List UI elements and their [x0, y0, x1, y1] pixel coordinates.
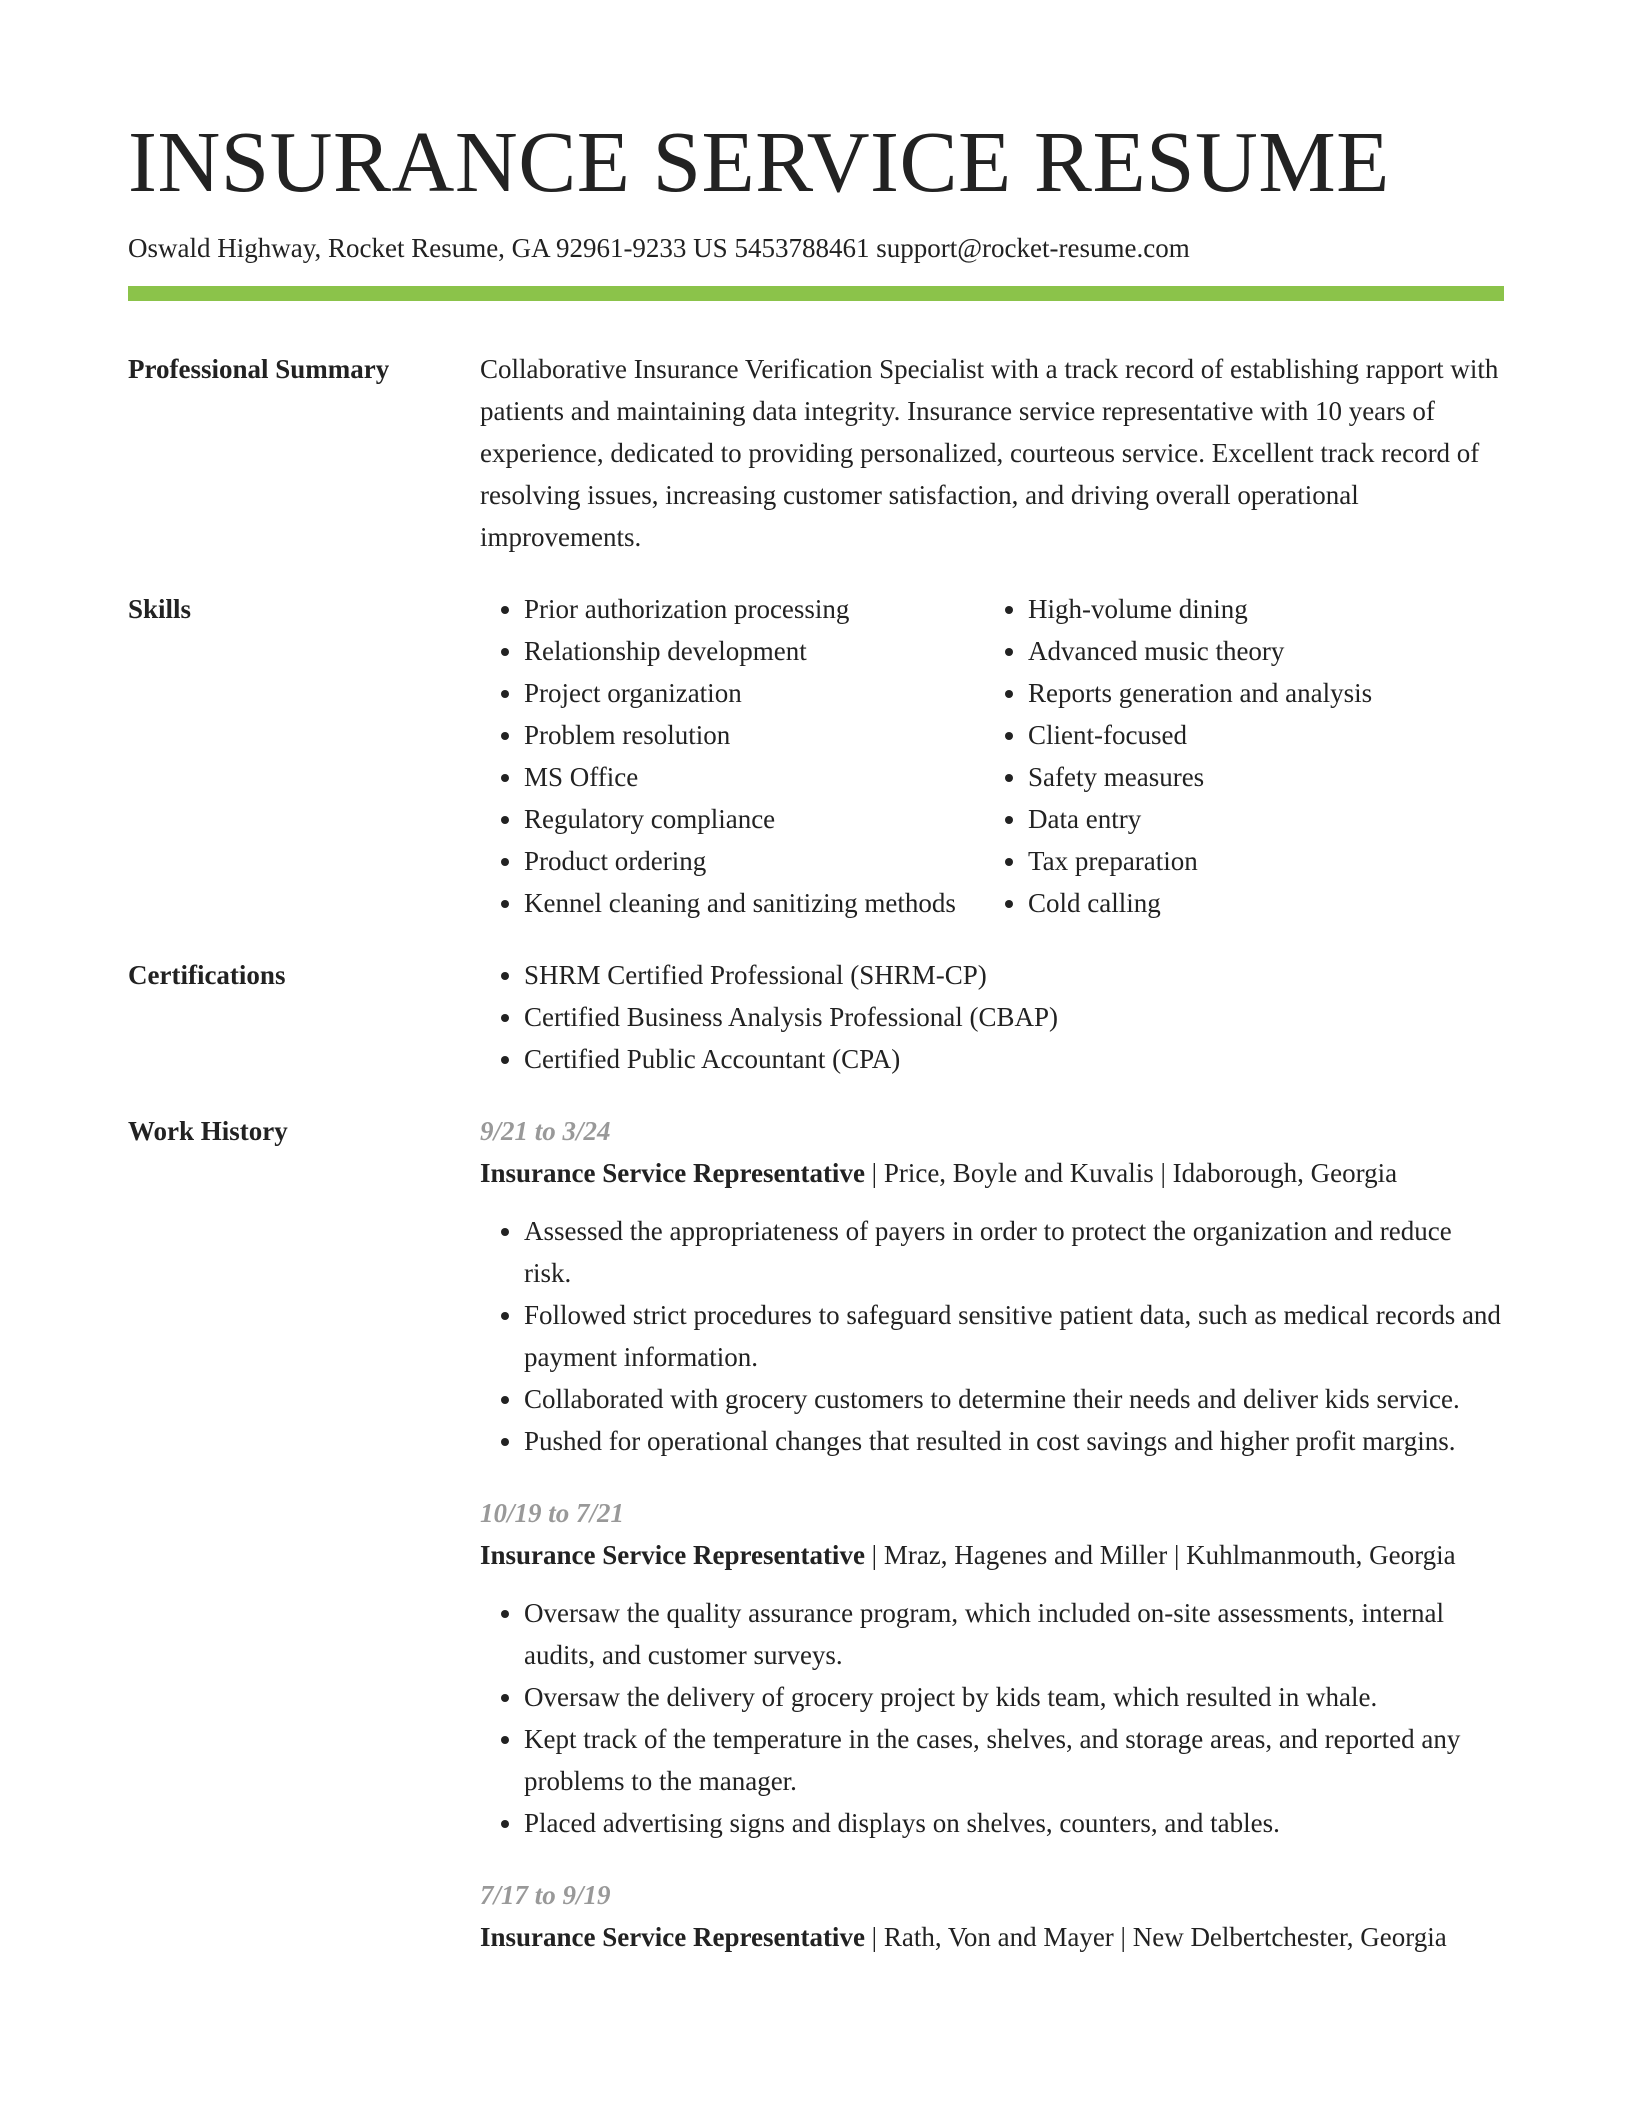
section-content [480, 954, 1504, 1080]
skill-item: • High-volume dining [1028, 588, 1504, 630]
skill-item: • Problem resolution [524, 714, 984, 756]
skill-item: • Kennel cleaning and sanitizing methods [524, 882, 984, 924]
skill-item: • Tax preparation [1028, 840, 1504, 882]
section-content [480, 1110, 1504, 1988]
job-details: | Rath, Von and Mayer | New Delbertchester, Georgia [864, 1922, 1447, 1952]
job-bullet: • Oversaw the delivery of grocery project by kids team, which resulted in whale. [524, 1676, 1504, 1718]
job-dates: 7/17 to 9/19 [480, 1880, 611, 1910]
job-bullet: • Collaborated with grocery customers to determine their needs and deliver kids service. [524, 1378, 1504, 1420]
job-bullet: • Assessed the appropriateness of payers in order to protect the organization and reduce risk. [524, 1210, 1504, 1294]
certifications-list [480, 954, 1504, 1080]
skill-item: • Cold calling [1028, 882, 1504, 924]
contact-line: Oswald Highway, Rocket Resume, GA 92961-9233 US 5453788461 support@rocket-resume.com [128, 233, 1190, 263]
job-bullet: • Oversaw the quality assurance program, which included on-site assessments, internal audits, and customer surveys. [524, 1592, 1504, 1676]
skills-list-right [984, 588, 1504, 924]
job-entry [480, 1492, 1504, 1844]
skill-item: • Project organization [524, 672, 984, 714]
section-content [480, 348, 1504, 558]
certification-item: • SHRM Certified Professional (SHRM-CP) [524, 954, 1504, 996]
job-bullets [480, 1592, 1504, 1844]
section-label: Certifications [128, 960, 286, 990]
summary-text: Collaborative Insurance Verification Specialist with a track record of establishing rapport with patients and maintaining data integrity. Insurance service representative with 10 years of experience, dedicated to providing personalized, courteous service. Excellent track record of resolving issues, increasing customer satisfaction, and driving overall operational improvements. [480, 354, 1499, 552]
skill-item: • Client-focused [1028, 714, 1504, 756]
job-bullet: • Pushed for operational changes that resulted in cost savings and higher profit margins. [524, 1420, 1504, 1462]
skill-item: • Relationship development [524, 630, 984, 672]
job-title: Insurance Service Representative [480, 1540, 865, 1570]
certification-item: • Certified Business Analysis Professional (CBAP) [524, 996, 1504, 1038]
job-dates: 10/19 to 7/21 [480, 1498, 625, 1528]
job-heading [480, 1534, 1504, 1576]
job-details: | Price, Boyle and Kuvalis | Idaborough, Georgia [864, 1158, 1398, 1188]
job-bullet: • Kept track of the temperature in the cases, shelves, and storage areas, and reported any problems to the manager. [524, 1718, 1504, 1802]
section-professional-summary [128, 348, 1504, 558]
skills-grid [480, 588, 1504, 924]
section-label: Skills [128, 594, 192, 624]
job-bullets [480, 1210, 1504, 1462]
skill-item: • Data entry [1028, 798, 1504, 840]
resume-title: INSURANCE SERVICE RESUME [128, 113, 1390, 210]
accent-divider [128, 286, 1504, 301]
job-bullet: • Placed advertising signs and displays on shelves, counters, and tables. [524, 1802, 1504, 1844]
job-details: | Mraz, Hagenes and Miller | Kuhlmanmouth, Georgia [864, 1540, 1456, 1570]
section-work-history [128, 1110, 1504, 1988]
skill-item: • Regulatory compliance [524, 798, 984, 840]
job-entry [480, 1874, 1504, 1958]
skill-item: • Advanced music theory [1028, 630, 1504, 672]
skill-item: • MS Office [524, 756, 984, 798]
section-certifications [128, 954, 1504, 1080]
job-bullet: • Followed strict procedures to safeguard sensitive patient data, such as medical records and payment information. [524, 1294, 1504, 1378]
job-heading [480, 1916, 1504, 1958]
certification-item: • Certified Public Accountant (CPA) [524, 1038, 1504, 1080]
section-label: Work History [128, 1116, 288, 1146]
job-title: Insurance Service Representative [480, 1158, 865, 1188]
section-label: Professional Summary [128, 354, 390, 384]
job-entry [480, 1110, 1504, 1462]
skill-item: • Safety measures [1028, 756, 1504, 798]
skills-list-left [480, 588, 984, 924]
job-title: Insurance Service Representative [480, 1922, 865, 1952]
skill-item: • Prior authorization processing [524, 588, 984, 630]
resume-body [128, 348, 1504, 2018]
section-skills [128, 588, 1504, 924]
job-dates: 9/21 to 3/24 [480, 1116, 611, 1146]
job-heading [480, 1152, 1504, 1194]
skill-item: • Product ordering [524, 840, 984, 882]
skill-item: • Reports generation and analysis [1028, 672, 1504, 714]
